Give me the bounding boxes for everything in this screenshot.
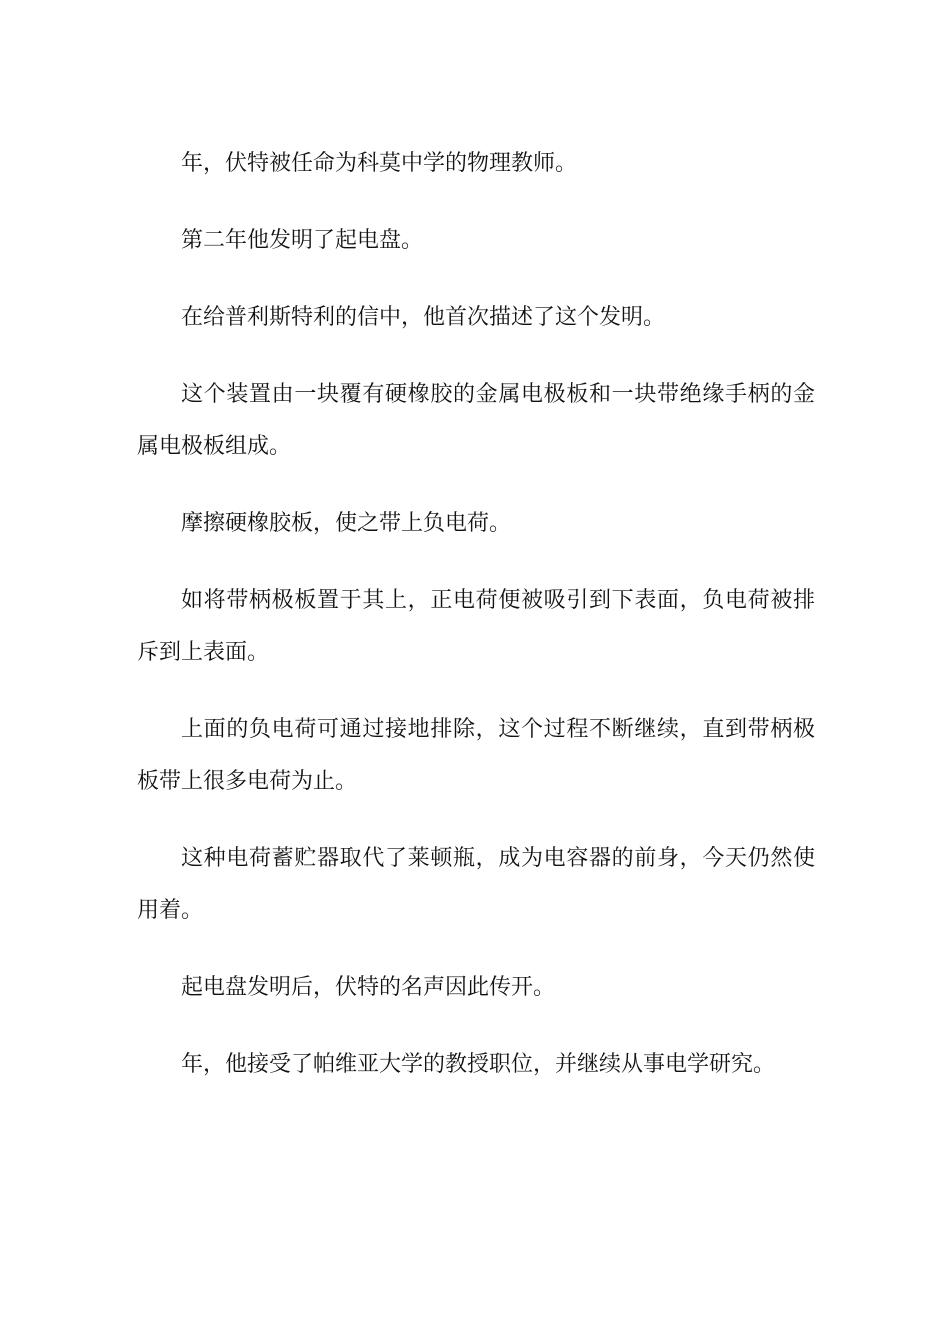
document-body	[137, 138, 815, 1116]
paragraph-8: 这种电荷蓄贮器取代了莱顿瓶，成为电容器的前身，今天仍然使用着。	[137, 846, 815, 923]
paragraph-1: 年，伏特被任命为科莫中学的物理教师。	[181, 151, 578, 176]
paragraph-9: 起电盘发明后，伏特的名声因此传开。	[181, 975, 556, 1000]
paragraph-3: 在给普利斯特利的信中，他首次描述了这个发明。	[181, 305, 666, 330]
paragraph-4: 这个装置由一块覆有硬橡胶的金属电极板和一块带绝缘手柄的金属电极板组成。	[137, 382, 815, 459]
paragraph-7: 上面的负电荷可通过接地排除，这个过程不断继续，直到带柄极板带上很多电荷为止。	[137, 717, 815, 794]
paragraph-2: 第二年他发明了起电盘。	[181, 228, 424, 253]
paragraph-10: 年，他接受了帕维亚大学的教授职位，并继续从事电学研究。	[181, 1052, 776, 1077]
paragraph-6: 如将带柄极板置于其上，正电荷便被吸引到下表面，负电荷被排斥到上表面。	[137, 588, 815, 665]
paragraph-5: 摩擦硬橡胶板，使之带上负电荷。	[181, 511, 512, 536]
